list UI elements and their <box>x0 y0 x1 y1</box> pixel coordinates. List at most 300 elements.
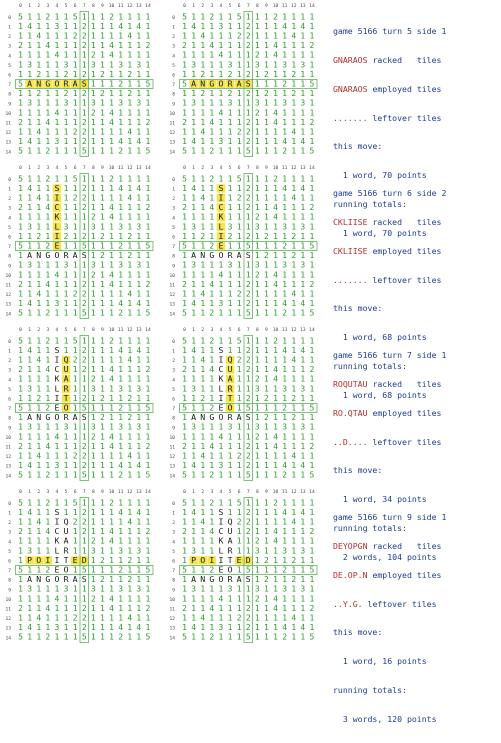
board-tile: S <box>54 506 60 517</box>
premium-cell: 1 <box>45 345 51 355</box>
premium-cell: 1 <box>72 89 78 99</box>
premium-cell: 1 <box>27 279 33 289</box>
premium-cell: 1 <box>200 546 206 556</box>
board-tile: I <box>54 230 60 241</box>
premium-cell: 1 <box>227 50 233 60</box>
premium-cell: 1 <box>127 241 133 251</box>
premium-cell: 1 <box>264 299 269 309</box>
premium-cell: 1 <box>236 403 242 413</box>
premium-cell: 1 <box>245 12 251 22</box>
leftover-label: leftover tiles <box>367 598 437 609</box>
premium-cell: 1 <box>109 413 114 423</box>
premium-cell: 1 <box>227 117 233 127</box>
premium-cell: 1 <box>291 21 297 31</box>
col-label: 2 <box>201 4 205 9</box>
premium-cell: 1 <box>191 565 197 575</box>
premium-cell: 1 <box>63 279 69 289</box>
premium-cell: 2 <box>282 146 288 156</box>
premium-cell: 1 <box>191 336 197 346</box>
premium-cell: 5 <box>81 470 87 480</box>
premium-cell: 1 <box>136 594 142 604</box>
this-move-label: this move: <box>333 627 383 638</box>
premium-cell: 1 <box>236 117 242 127</box>
premium-cell: 2 <box>45 565 51 575</box>
premium-cell: 3 <box>191 384 197 394</box>
row-label: 4 <box>8 216 11 222</box>
premium-cell: 1 <box>136 432 142 442</box>
premium-cell: 5 <box>245 470 251 480</box>
board-tile: S <box>245 412 251 423</box>
premium-cell: 1 <box>127 108 133 118</box>
premium-cell: 1 <box>273 241 278 251</box>
premium-cell: 1 <box>245 222 251 232</box>
premium-cell: 1 <box>227 183 233 193</box>
racked-label: racked tiles <box>372 216 442 227</box>
premium-cell: 1 <box>200 241 206 251</box>
premium-cell: 1 <box>291 117 297 127</box>
premium-cell: 4 <box>136 507 142 517</box>
premium-cell: 1 <box>100 241 105 251</box>
premium-cell: 1 <box>136 241 142 251</box>
board-tile: I <box>54 354 60 365</box>
racked-label: racked tiles <box>372 540 442 551</box>
premium-cell: 1 <box>81 384 87 394</box>
premium-cell: 1 <box>282 127 288 137</box>
premium-cell: 5 <box>182 79 187 89</box>
premium-cell: 3 <box>254 60 260 70</box>
premium-cell: 1 <box>118 279 124 289</box>
premium-cell: 1 <box>273 127 278 137</box>
premium-cell: 1 <box>309 432 315 442</box>
board-tile: A <box>236 78 242 89</box>
premium-cell: 2 <box>127 231 133 241</box>
premium-cell: 1 <box>27 50 33 60</box>
premium-cell: 1 <box>81 212 87 222</box>
premium-cell: 1 <box>118 193 124 203</box>
premium-cell: 1 <box>81 12 87 22</box>
premium-cell: 1 <box>309 222 315 232</box>
premium-cell: 1 <box>54 12 60 22</box>
premium-cell: 1 <box>54 498 60 508</box>
premium-cell: 2 <box>182 365 187 375</box>
premium-cell: 1 <box>182 613 187 623</box>
game-header: game 5166 turn 6 side 2 <box>333 188 447 199</box>
premium-cell: 1 <box>100 355 105 365</box>
premium-cell: 1 <box>145 98 151 108</box>
col-label: 0 <box>19 328 22 333</box>
premium-cell: 2 <box>81 193 87 203</box>
board-tile: O <box>63 564 69 575</box>
board-tile: N <box>36 412 42 423</box>
board-tile: L <box>218 545 224 556</box>
premium-cell: 1 <box>264 470 269 480</box>
premium-cell: 2 <box>45 308 51 318</box>
premium-cell: 1 <box>136 31 142 41</box>
board-tile: S <box>81 574 87 585</box>
premium-cell: 1 <box>300 12 306 22</box>
premium-cell: 1 <box>191 527 197 537</box>
premium-cell: 1 <box>254 441 260 451</box>
premium-cell: 5 <box>245 308 251 318</box>
premium-cell: 1 <box>127 260 133 270</box>
row-label: 5 <box>8 549 11 555</box>
premium-cell: 1 <box>182 222 187 232</box>
premium-cell: 1 <box>136 108 142 118</box>
premium-cell: 3 <box>218 21 224 31</box>
premium-cell: 4 <box>45 365 51 375</box>
premium-cell: 1 <box>145 69 151 79</box>
premium-cell: 1 <box>90 555 96 565</box>
col-label: 12 <box>126 4 133 9</box>
premium-cell: 1 <box>245 374 251 384</box>
premium-cell: 1 <box>81 108 87 118</box>
premium-cell: 1 <box>291 50 297 60</box>
premium-cell: 1 <box>45 507 51 517</box>
premium-cell: 1 <box>109 470 114 480</box>
premium-cell: 1 <box>145 289 151 299</box>
board-tile: A <box>236 412 242 423</box>
premium-cell: 3 <box>90 546 96 556</box>
premium-cell: 4 <box>136 623 142 633</box>
premium-cell: 2 <box>127 69 133 79</box>
row-label: 1 <box>172 187 175 193</box>
premium-cell: 1 <box>145 384 151 394</box>
board-tile: K <box>218 535 224 546</box>
premium-cell: 3 <box>300 260 306 270</box>
premium-cell: 1 <box>63 603 69 613</box>
premium-cell: 1 <box>273 393 278 403</box>
premium-cell: 1 <box>36 365 42 375</box>
premium-cell: 1 <box>309 355 315 365</box>
premium-cell: 4 <box>200 517 206 527</box>
premium-cell: 1 <box>191 231 197 241</box>
col-label: 7 <box>246 4 250 9</box>
premium-cell: 1 <box>90 507 96 517</box>
premium-cell: 1 <box>273 613 278 623</box>
premium-cell: 1 <box>273 146 278 156</box>
premium-cell: 1 <box>45 222 51 232</box>
premium-cell: 1 <box>45 260 51 270</box>
premium-cell: 1 <box>72 536 78 546</box>
premium-cell: 1 <box>282 336 288 346</box>
col-label: 6 <box>73 328 77 333</box>
premium-cell: 1 <box>209 260 215 270</box>
board-tile: C <box>54 364 60 375</box>
premium-cell: 1 <box>27 393 33 403</box>
premium-cell: 1 <box>45 127 51 137</box>
premium-cell: 1 <box>36 279 42 289</box>
row-label: 6 <box>172 73 175 79</box>
premium-cell: 1 <box>54 584 60 594</box>
premium-cell: 4 <box>109 536 114 546</box>
premium-cell: 1 <box>100 345 105 355</box>
premium-cell: 4 <box>109 374 114 384</box>
row-label: 13 <box>169 302 175 308</box>
premium-cell: 1 <box>300 31 306 41</box>
premium-cell: 1 <box>36 270 42 280</box>
premium-cell: 2 <box>81 451 87 461</box>
premium-cell: 1 <box>18 355 23 365</box>
premium-cell: 1 <box>18 69 23 79</box>
premium-cell: 3 <box>136 222 142 232</box>
premium-cell: 4 <box>27 21 33 31</box>
premium-cell: 1 <box>200 212 206 222</box>
board-tile: I <box>54 392 60 403</box>
premium-cell: 1 <box>90 251 96 261</box>
col-label: 0 <box>19 490 22 495</box>
premium-cell: 1 <box>63 146 69 156</box>
premium-cell: 1 <box>100 308 105 318</box>
premium-cell: 1 <box>109 60 114 70</box>
board-tile: C <box>54 202 60 213</box>
premium-cell: 1 <box>236 441 242 451</box>
premium-cell: 3 <box>282 60 288 70</box>
premium-cell: 2 <box>291 575 297 585</box>
premium-cell: 1 <box>27 336 33 346</box>
premium-cell: 1 <box>291 527 297 537</box>
premium-cell: 1 <box>136 146 142 156</box>
premium-cell: 4 <box>300 137 306 147</box>
premium-cell: 1 <box>182 393 187 403</box>
row-label: 2 <box>8 35 11 41</box>
row-label: 4 <box>172 54 175 60</box>
premium-cell: 4 <box>273 279 278 289</box>
premium-cell: 1 <box>282 603 288 613</box>
premium-cell: 1 <box>264 355 269 365</box>
premium-cell: 1 <box>27 365 33 375</box>
premium-cell: 1 <box>309 461 315 471</box>
premium-cell: 1 <box>264 212 269 222</box>
premium-cell: 1 <box>127 98 133 108</box>
premium-cell: 1 <box>18 260 23 270</box>
premium-cell: 5 <box>309 146 315 156</box>
premium-cell: 1 <box>209 613 215 623</box>
premium-cell: 1 <box>36 50 42 60</box>
board-tile: P <box>191 554 197 565</box>
premium-cell: 1 <box>218 117 224 127</box>
board-tile: L <box>54 545 60 556</box>
premium-cell: 1 <box>90 299 96 309</box>
premium-cell: 1 <box>191 308 197 318</box>
row-label: 5 <box>172 225 175 231</box>
row-label: 3 <box>172 368 175 374</box>
premium-cell: 3 <box>90 260 96 270</box>
premium-cell: 1 <box>282 270 288 280</box>
premium-cell: 1 <box>127 623 133 633</box>
premium-cell: 1 <box>81 60 87 70</box>
premium-cell: 2 <box>100 413 105 423</box>
row-label: 12 <box>5 131 11 137</box>
col-label: 13 <box>300 490 306 495</box>
premium-cell: 1 <box>309 594 315 604</box>
premium-cell: 1 <box>109 451 114 461</box>
premium-cell: 1 <box>300 413 306 423</box>
col-label: 5 <box>228 4 232 9</box>
premium-cell: 2 <box>72 193 78 203</box>
premium-cell: 2 <box>72 613 78 623</box>
premium-cell: 1 <box>291 174 297 184</box>
premium-cell: 1 <box>291 461 297 471</box>
row-label: 9 <box>172 588 175 594</box>
premium-cell: 1 <box>209 584 215 594</box>
premium-cell: 1 <box>273 507 278 517</box>
premium-cell: 1 <box>100 41 105 51</box>
premium-cell: 4 <box>36 517 42 527</box>
premium-cell: 1 <box>136 517 142 527</box>
premium-cell: 1 <box>54 60 60 70</box>
premium-cell: 1 <box>18 546 23 556</box>
board-tile: N <box>36 250 42 261</box>
premium-cell: 1 <box>100 603 105 613</box>
premium-cell: 1 <box>254 575 260 585</box>
premium-cell: 1 <box>209 461 215 471</box>
premium-cell: 1 <box>227 41 233 51</box>
premium-cell: 5 <box>236 12 242 22</box>
premium-cell: 1 <box>200 374 206 384</box>
premium-cell: 4 <box>109 365 114 375</box>
col-label: 3 <box>210 490 214 495</box>
premium-cell: 1 <box>300 89 306 99</box>
premium-cell: 1 <box>300 603 306 613</box>
premium-cell: 1 <box>100 108 105 118</box>
premium-cell: 1 <box>282 89 288 99</box>
premium-cell: 1 <box>36 137 42 147</box>
premium-cell: 3 <box>218 299 224 309</box>
premium-cell: 1 <box>191 174 197 184</box>
col-label: 3 <box>46 490 50 495</box>
premium-cell: 1 <box>136 69 142 79</box>
premium-cell: 2 <box>90 594 96 604</box>
premium-cell: 4 <box>109 117 114 127</box>
premium-cell: 1 <box>145 575 151 585</box>
premium-cell: 1 <box>109 241 114 251</box>
premium-cell: 3 <box>227 260 233 270</box>
premium-cell: 1 <box>236 422 242 432</box>
premium-cell: 4 <box>273 594 278 604</box>
premium-cell: 1 <box>63 507 69 517</box>
premium-cell: 1 <box>245 270 251 280</box>
col-label: 11 <box>281 490 288 495</box>
premium-cell: 1 <box>182 31 187 41</box>
premium-cell: 2 <box>109 174 114 184</box>
premium-cell: 2 <box>236 517 242 527</box>
premium-cell: 1 <box>109 355 114 365</box>
row-label: 2 <box>172 521 175 527</box>
premium-cell: 1 <box>145 270 151 280</box>
premium-cell: 1 <box>27 432 33 442</box>
premium-cell: 1 <box>145 31 151 41</box>
premium-cell: 5 <box>245 632 251 642</box>
premium-cell: 1 <box>300 555 306 565</box>
premium-cell: 3 <box>136 422 142 432</box>
premium-cell: 2 <box>182 41 187 51</box>
premium-cell: 3 <box>90 60 96 70</box>
row-label: 10 <box>5 273 11 279</box>
board-tile: S <box>54 182 60 193</box>
premium-cell: 1 <box>209 270 215 280</box>
premium-cell: 1 <box>127 203 133 213</box>
board-tile: E <box>236 554 242 565</box>
premium-cell: 1 <box>63 432 69 442</box>
premium-cell: 1 <box>291 365 297 375</box>
premium-cell: 1 <box>254 498 260 508</box>
premium-cell: 1 <box>18 393 23 403</box>
board-after <box>168 0 318 162</box>
premium-cell: 1 <box>36 183 42 193</box>
premium-cell: 1 <box>100 365 105 375</box>
premium-cell: 2 <box>100 575 105 585</box>
col-label: 10 <box>272 490 279 495</box>
premium-cell: 5 <box>182 470 187 480</box>
premium-cell: 4 <box>118 21 124 31</box>
running-label: running totals: <box>333 684 407 695</box>
premium-cell: 1 <box>273 289 278 299</box>
board-tile: R <box>63 250 69 261</box>
premium-cell: 1 <box>182 413 187 423</box>
col-label: 4 <box>55 4 59 9</box>
row-label: 5 <box>8 387 11 393</box>
board-tile: R <box>227 383 233 394</box>
premium-cell: 1 <box>309 498 315 508</box>
premium-cell: 1 <box>291 241 297 251</box>
premium-cell: 2 <box>118 79 124 89</box>
premium-cell: 1 <box>300 632 306 642</box>
premium-cell: 1 <box>136 536 142 546</box>
premium-cell: 1 <box>54 117 60 127</box>
premium-cell: 2 <box>209 12 215 22</box>
premium-cell: 5 <box>145 565 151 575</box>
col-label: 12 <box>126 166 133 171</box>
premium-cell: 1 <box>100 183 105 193</box>
premium-cell: 1 <box>118 251 124 261</box>
premium-cell: 1 <box>63 345 69 355</box>
premium-cell: 1 <box>100 613 105 623</box>
premium-cell: 1 <box>254 69 260 79</box>
premium-cell: 1 <box>136 336 142 346</box>
premium-cell: 1 <box>218 498 224 508</box>
premium-cell: 1 <box>54 89 60 99</box>
premium-cell: 1 <box>264 21 269 31</box>
premium-cell: 3 <box>27 260 33 270</box>
premium-cell: 2 <box>245 21 251 31</box>
premium-cell: 1 <box>109 308 114 318</box>
premium-cell: 1 <box>18 555 23 565</box>
premium-cell: 1 <box>227 108 233 118</box>
premium-cell: 5 <box>72 12 78 22</box>
premium-cell: 4 <box>273 41 278 51</box>
col-label: 9 <box>101 166 104 171</box>
premium-cell: 2 <box>81 127 87 137</box>
premium-cell: 3 <box>118 222 124 232</box>
premium-cell: 1 <box>236 546 242 556</box>
board-tile: A <box>72 250 78 261</box>
board-tile: R <box>63 412 69 423</box>
premium-cell: 1 <box>182 137 187 147</box>
premium-cell: 1 <box>236 146 242 156</box>
premium-cell: 2 <box>81 393 87 403</box>
premium-cell: 1 <box>227 127 233 137</box>
premium-cell: 1 <box>136 193 142 203</box>
board-tile: Q <box>227 354 233 365</box>
premium-cell: 5 <box>145 79 151 89</box>
premium-cell: 1 <box>18 413 23 423</box>
premium-cell: 1 <box>191 613 197 623</box>
premium-cell: 1 <box>90 279 96 289</box>
premium-cell: 5 <box>182 565 187 575</box>
premium-cell: 2 <box>127 555 133 565</box>
premium-cell: 1 <box>291 536 297 546</box>
premium-cell: 1 <box>90 69 96 79</box>
